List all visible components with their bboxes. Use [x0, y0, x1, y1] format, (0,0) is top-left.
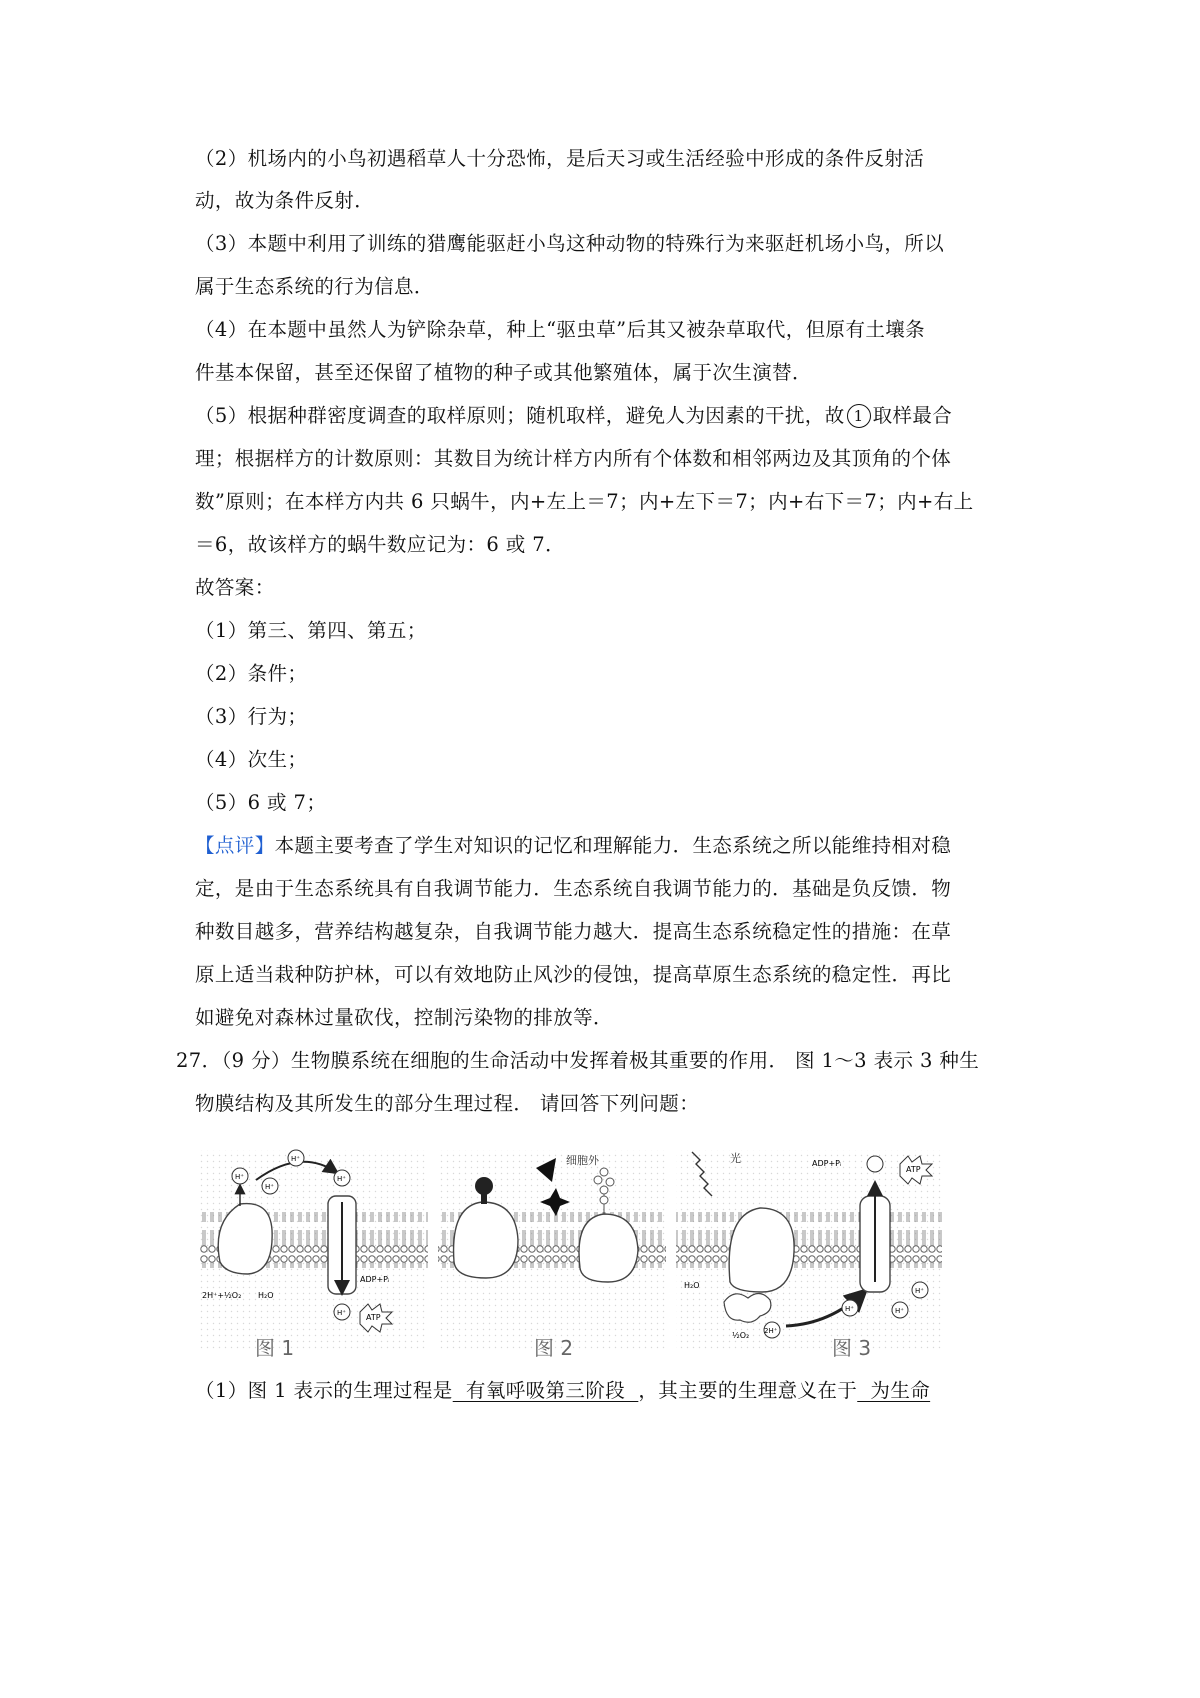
- membrane-figures: [200, 1142, 945, 1358]
- answer-item: （5）6 或 7；: [195, 791, 327, 814]
- paragraph-line: [195, 401, 1025, 431]
- paragraph-line: （4）在本题中虽然人为铲除杂草，种上“驱虫草”后其又被杂草取代，但原有土壤条: [195, 318, 926, 341]
- figure-2-caption: 图 2: [534, 1336, 574, 1360]
- fig1-label: ADP+Pᵢ: [360, 1275, 390, 1284]
- answer-blank: 为生命: [857, 1379, 931, 1402]
- paragraph-line: ＝6，故该样方的蜗牛数应记为：6 或 7．: [195, 533, 566, 556]
- fig1-label: H⁺: [337, 1175, 346, 1183]
- answer-blank: 有氧呼吸第三阶段: [452, 1379, 639, 1402]
- fig1-label: H⁺: [265, 1183, 274, 1191]
- answer-item: （1）第三、第四、第五；: [195, 619, 427, 642]
- paragraph-text: （5）根据种群密度调查的取样原则；随机取样，避免人为因素的干扰，故: [195, 404, 845, 427]
- fig3-label: ADP+Pᵢ: [812, 1159, 842, 1168]
- paragraph-line: （3）本题中利用了训练的猎鹰能驱赶小鸟这种动物的特殊行为来驱赶机场小鸟，所以: [195, 232, 945, 255]
- figure-3: [676, 1150, 942, 1350]
- comment-line: 如避免对森林过量砍伐，控制污染物的排放等．: [195, 1006, 613, 1029]
- answer-item: （3）行为；: [195, 705, 308, 728]
- comment-tag: 【点评】: [195, 834, 275, 857]
- question-27-line: 物膜结构及其所发生的部分生理过程． 请回答下列问题：: [195, 1092, 700, 1115]
- receptor-protein: [454, 1202, 518, 1278]
- paragraph-line: 理；根据样方的计数原则：其数目为统计样方内所有个体数和相邻两边及其顶角的个体: [195, 447, 952, 470]
- circled-number: 1: [847, 404, 871, 428]
- question-text: ，其主要的生理意义在于: [638, 1379, 858, 1402]
- figure-1-caption: 图 1: [255, 1336, 295, 1360]
- fig3-label: H₂O: [684, 1281, 700, 1290]
- figure-1: [200, 1150, 428, 1350]
- paragraph-line: 件基本保留，甚至还保留了植物的种子或其他繁殖体，属于次生演替．: [195, 361, 812, 384]
- question-text: （1）图 1 表示的生理过程是: [195, 1379, 453, 1402]
- fig3-label: H⁺: [895, 1307, 904, 1315]
- paragraph-text: 取样最合: [872, 404, 953, 427]
- fig3-label: H⁺: [845, 1305, 854, 1313]
- fig3-label: ½O₂: [732, 1331, 750, 1340]
- paragraph-line: 属于生态系统的行为信息．: [195, 275, 434, 298]
- figure-3-caption: 图 3: [832, 1336, 872, 1360]
- fig3-label: 光: [730, 1152, 741, 1165]
- fig3-label: ATP: [906, 1165, 921, 1174]
- comment-line: 定，是由于生态系统具有自我调节能力．生态系统自我调节能力的．基础是负反馈．物: [195, 877, 952, 900]
- comment-text: 本题主要考查了学生对知识的记忆和理解能力．生态系统之所以能维持相对稳: [274, 834, 952, 857]
- fig1-label: H₂O: [258, 1291, 274, 1300]
- paragraph-line: 数”原则；在本样方内共 6 只蜗牛，内+左上＝7；内+左下＝7；内+右下＝7；内+右上: [195, 490, 974, 513]
- glycoprotein: [579, 1214, 638, 1282]
- fig1-label: H⁺: [235, 1173, 244, 1181]
- fig1-label: ATP: [366, 1313, 381, 1322]
- comment-line: [195, 831, 1025, 861]
- question-27-line: 27．（9 分）生物膜系统在细胞的生命活动中发挥着极其重要的作用． 图 1～3 表示 3 种生: [176, 1049, 980, 1072]
- answer-heading: 故答案：: [195, 576, 275, 599]
- question-27-1-line: [195, 1376, 1025, 1406]
- figure-2: [438, 1150, 666, 1350]
- answer-item: （4）次生；: [195, 748, 308, 771]
- comment-line: 原上适当栽种防护林，可以有效地防止风沙的侵蚀，提高草原生态系统的稳定性．再比: [195, 963, 952, 986]
- photosystem: [729, 1208, 794, 1292]
- fig1-label: 2H⁺+½O₂: [202, 1291, 242, 1300]
- fig1-label: H⁺: [337, 1309, 346, 1317]
- fig1-label: H⁺: [291, 1155, 300, 1163]
- comment-line: 种数目越多，营养结构越复杂，自我调节能力越大．提高生态系统稳定性的措施：在草: [195, 920, 952, 943]
- answer-item: （2）条件；: [195, 662, 308, 685]
- paragraph-line: （2）机场内的小鸟初遇稻草人十分恐怖，是后天习或生活经验中形成的条件反射活: [195, 147, 925, 170]
- fig2-label: 细胞外: [566, 1154, 599, 1167]
- fig3-label: H⁺: [915, 1287, 924, 1295]
- paragraph-line: 动，故为条件反射．: [195, 189, 375, 212]
- fig3-label: 2H⁺: [764, 1327, 778, 1335]
